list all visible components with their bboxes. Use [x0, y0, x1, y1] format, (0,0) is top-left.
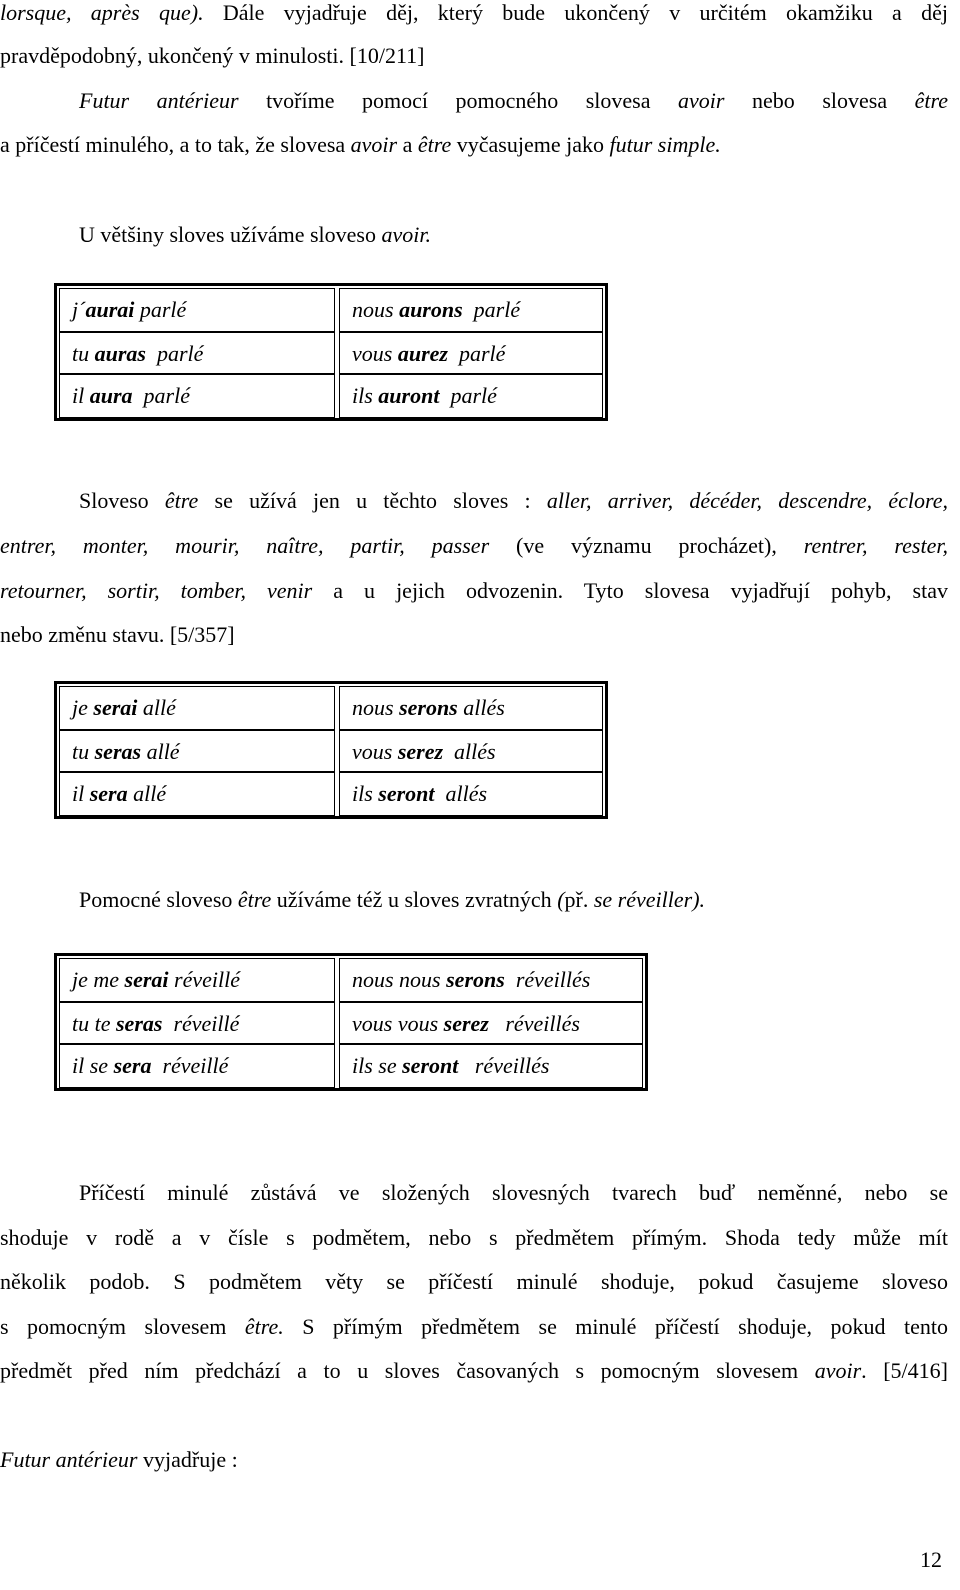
table-cell: nous serons allés	[339, 686, 603, 730]
intro-line-3	[79, 88, 948, 114]
text-italic: être	[417, 132, 452, 157]
participle-para-line-5: předmět před ním předchází a to u sloves časovaných s pomocným slovesem avoir. [5/416]	[0, 1358, 948, 1383]
table-cell: nous aurons parlé	[339, 288, 603, 332]
etre-para-line-2: entrer, monter, mourir, naître, partir, passer (ve významu procházet), rentrer, rester,	[0, 533, 948, 558]
text-italic: avoir	[350, 132, 398, 157]
etre-para-line-3: retourner, sortir, tomber, venir a u jejich odvozenin. Tyto slovesa vyjadřují pohyb, stav	[0, 578, 948, 603]
table-cell: je me serai réveillé	[59, 958, 335, 1002]
text: vyčasujeme jako	[451, 132, 610, 157]
closing-line: Futur antérieur vyjadřuje :	[0, 1447, 238, 1472]
text-italic: avoir	[678, 88, 725, 113]
text: U většiny sloves užíváme sloveso	[79, 222, 382, 247]
table-cell: ils se seront réveillés	[339, 1044, 643, 1088]
table-cell: tu seras allé	[59, 730, 335, 772]
avoir-intro	[79, 222, 948, 248]
intro-line-2	[0, 43, 948, 69]
intro-line-4	[0, 132, 948, 158]
table-cell: je serai allé	[59, 686, 335, 730]
table-cell: tu te seras réveillé	[59, 1002, 335, 1044]
table-cell: vous vous serez réveillés	[339, 1002, 643, 1044]
table-cell: tu auras parlé	[59, 332, 335, 374]
table-cell: vous serez allés	[339, 730, 603, 772]
text: a příčestí minulého, a to tak, že slovesa	[0, 132, 351, 157]
table-cell: vous aurez parlé	[339, 332, 603, 374]
conjugation-table-reflexive	[54, 953, 648, 1091]
page-number: 12	[920, 1547, 942, 1572]
table-cell: j´aurai parlé	[59, 288, 335, 332]
intro-line-1	[0, 0, 948, 26]
text-italic: Futur antérieur	[79, 88, 239, 113]
text-italic: futur simple.	[609, 132, 721, 157]
text-italic: avoir.	[381, 222, 431, 247]
text: pravděpodobný, ukončený v minulosti. [10/211]	[0, 43, 425, 68]
text-italic: être	[914, 88, 949, 113]
text: nebo slovesa	[724, 88, 915, 113]
table-cell: il aura parlé	[59, 374, 335, 418]
table-cell: nous nous serons réveillés	[339, 958, 643, 1002]
text: a	[397, 132, 418, 157]
etre-para-line-4: nebo změnu stavu. [5/357]	[0, 622, 235, 647]
conjugation-table-etre	[54, 681, 608, 819]
text: tvoříme pomocí pomocného slovesa	[238, 88, 679, 113]
table-cell: ils seront allés	[339, 772, 603, 816]
text-italic: lorsque, après que).	[0, 0, 204, 25]
table-cell: il se sera réveillé	[59, 1044, 335, 1088]
etre-para-line-1: Sloveso être se užívá jen u těchto sloves : aller, arriver, décéder, descendre, éclore,	[79, 488, 948, 513]
table-cell: ils auront parlé	[339, 374, 603, 418]
conjugation-table-avoir	[54, 283, 608, 421]
participle-para-line-4: s pomocným slovesem être. S přímým předmětem se minulé příčestí shoduje, pokud tento	[0, 1314, 948, 1339]
text: Dále vyjadřuje děj, který bude ukončený v určitém okamžiku a děj	[203, 0, 948, 25]
participle-para-line-3: několik podob. S podmětem věty se příčestí minulé shoduje, pokud časujeme sloveso	[0, 1269, 948, 1294]
participle-para-line-2: shoduje v rodě a v čísle s podmětem, nebo s předmětem přímým. Shoda tedy může mít	[0, 1225, 948, 1250]
participle-para-line-1: Příčestí minulé zůstává ve složených slovesných tvarech buď neměnné, nebo se	[79, 1180, 948, 1205]
reflexive-intro: Pomocné sloveso être užíváme též u sloves zvratných (př. se réveiller).	[79, 887, 706, 912]
table-cell: il sera allé	[59, 772, 335, 816]
